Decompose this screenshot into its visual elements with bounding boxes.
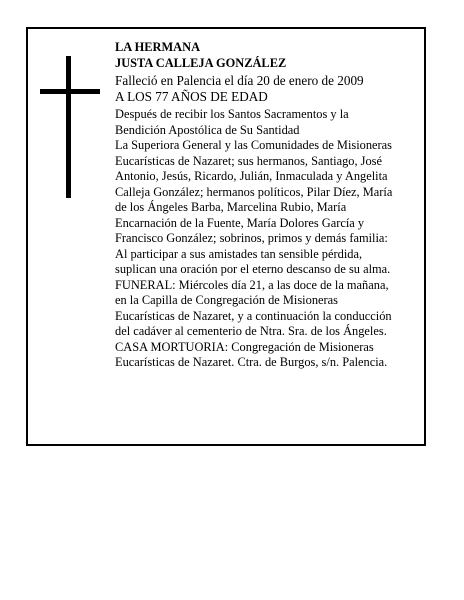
funeral-line: en la Capilla de Congregación de Misioneras xyxy=(115,293,338,307)
death-date-line: Falleció en Palencia el día 20 de enero de 2009 xyxy=(115,73,364,88)
wake-location-line: CASA MORTUORIA: Congregación de Misioneras xyxy=(115,339,374,354)
title-line: LA HERMANA xyxy=(115,40,201,54)
cross-vertical-bar xyxy=(66,56,71,198)
funeral-line: FUNERAL: Miércoles día 21, a las doce de la mañana, xyxy=(115,277,389,292)
body-line: La Superiora General y las Comunidades de Misioneras xyxy=(115,138,392,152)
deceased-name: JUSTA CALLEJA GONZÁLEZ xyxy=(115,55,287,70)
age-line: A LOS 77 AÑOS DE EDAD xyxy=(115,89,268,104)
body-line: de los Ángeles Barba, Marcelina Rubio, María xyxy=(115,200,347,214)
body-line: Al participar a sus amistades tan sensible pérdida, xyxy=(115,246,363,261)
body-line: Después de recibir los Santos Sacramentos y la xyxy=(115,107,349,121)
body-line: Antonio, Jesús, Ricardo, Julián, Inmaculada y Angelita xyxy=(115,169,388,183)
body-line: Bendición Apostólica de Su Santidad xyxy=(115,122,300,137)
body-line: Eucarísticas de Nazaret; sus hermanos, Santiago, José xyxy=(115,153,383,168)
cross-horizontal-bar xyxy=(40,89,100,94)
notice-text xyxy=(115,40,423,371)
body-line: suplican una oración por el eterno descanso de su alma. xyxy=(115,262,391,276)
body-line: Calleja González; hermanos políticos, Pilar Díez, María xyxy=(115,184,393,199)
body-line: Francisco González; sobrinos, primos y demás familia: xyxy=(115,231,388,245)
funeral-line: Eucarísticas de Nazaret, y a continuación la conducción xyxy=(115,308,392,323)
wake-location-line: Eucarísticas de Nazaret. Ctra. de Burgos, s/n. Palencia. xyxy=(115,355,388,369)
funeral-line: del cadáver al cementerio de Ntra. Sra. de los Ángeles. xyxy=(115,324,387,338)
cross-icon xyxy=(40,56,100,198)
obituary-notice xyxy=(26,27,426,446)
body-line: Encarnación de la Fuente, María Dolores García y xyxy=(115,215,365,230)
